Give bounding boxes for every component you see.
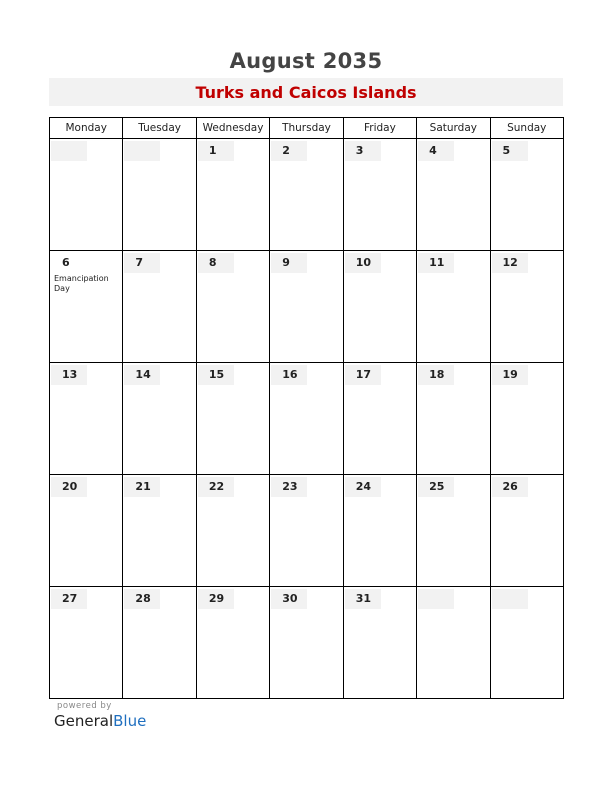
day-cell: [50, 251, 123, 363]
day-number-label: 15: [208, 368, 225, 381]
day-cell: [123, 251, 196, 363]
day-cell: [490, 587, 563, 699]
day-number-label: 25: [429, 480, 445, 493]
empty-day-marker: [124, 141, 160, 161]
generalblue-logo: [54, 712, 146, 730]
day-number: [51, 253, 87, 273]
day-number-label: 6: [62, 256, 70, 269]
day-cell: [123, 587, 196, 699]
day-number-label: 31: [355, 592, 371, 605]
day-number: [51, 477, 87, 497]
week-row: [50, 363, 564, 475]
day-number: [51, 365, 87, 385]
day-cell: [196, 139, 269, 251]
country-subtitle: Turks and Caicos Islands: [195, 83, 417, 102]
day-cell: [123, 363, 196, 475]
day-cell: [50, 587, 123, 699]
day-number: [271, 141, 307, 161]
day-number: [345, 141, 381, 161]
week-row: [50, 475, 564, 587]
day-cell: [123, 475, 196, 587]
day-number-label: 23: [282, 480, 298, 493]
day-number-label: 20: [62, 480, 78, 493]
day-cell: [270, 475, 343, 587]
day-cell: [490, 251, 563, 363]
day-number-label: 13: [62, 368, 78, 381]
day-number: [198, 589, 234, 609]
brand-general: General: [54, 712, 114, 730]
day-number: [51, 589, 87, 609]
day-number-label: 27: [62, 592, 78, 605]
day-cell: [270, 251, 343, 363]
day-number: [492, 477, 528, 497]
subtitle-bar: [49, 78, 563, 106]
day-number-label: 14: [135, 368, 151, 381]
day-cell: [343, 587, 416, 699]
day-number: [124, 589, 160, 609]
day-cell: [417, 139, 490, 251]
day-cell: [417, 363, 490, 475]
day-cell: [196, 475, 269, 587]
day-number-label: 30: [282, 592, 298, 605]
day-number: [345, 477, 381, 497]
day-cell: [123, 139, 196, 251]
day-cell: [196, 587, 269, 699]
empty-day-marker: [492, 589, 528, 609]
weekday-saturday: Saturday: [417, 118, 490, 139]
holiday-event: Emancipation Day: [54, 274, 109, 293]
week-row: [50, 139, 564, 251]
day-number-label: 5: [502, 144, 511, 157]
day-cell: [343, 363, 416, 475]
day-number-label: 17: [355, 368, 371, 381]
weekday-monday: Monday: [50, 118, 123, 139]
day-cell: [490, 475, 563, 587]
calendar-title: August 2035: [229, 49, 383, 73]
empty-day-marker: [51, 141, 87, 161]
day-number-label: 9: [282, 256, 290, 269]
day-cell: [490, 363, 563, 475]
brand-blue: Blue: [113, 712, 147, 730]
day-number-label: 22: [208, 480, 225, 493]
day-number-label: 21: [135, 480, 151, 493]
day-cell: [417, 587, 490, 699]
day-number-label: 12: [502, 256, 518, 269]
day-number: [418, 365, 454, 385]
day-cell: [270, 363, 343, 475]
day-number-label: 29: [208, 592, 225, 605]
weekday-friday: Friday: [343, 118, 416, 139]
day-number-label: 3: [355, 144, 364, 157]
day-cell: [343, 475, 416, 587]
day-cell: [196, 363, 269, 475]
day-number: [198, 477, 234, 497]
powered-by-text: powered by: [57, 701, 112, 711]
day-cell: [417, 475, 490, 587]
day-cell: [50, 475, 123, 587]
day-number-label: 11: [429, 256, 445, 269]
day-number: [124, 365, 160, 385]
day-number: [198, 365, 234, 385]
day-cell: [270, 587, 343, 699]
day-number: [271, 365, 307, 385]
day-number-label: 7: [135, 256, 144, 269]
day-number-label: 28: [135, 592, 151, 605]
day-number-label: 18: [429, 368, 445, 381]
day-number: [492, 253, 528, 273]
day-number: [271, 477, 307, 497]
day-number-label: 24: [355, 480, 371, 493]
day-cell: [196, 251, 269, 363]
day-cell: [50, 139, 123, 251]
weekday-sunday: Sunday: [490, 118, 563, 139]
week-row: [50, 251, 564, 363]
day-cell: [417, 251, 490, 363]
day-number-label: 4: [429, 144, 437, 157]
day-cell: [50, 363, 123, 475]
day-number: [492, 141, 528, 161]
calendar-grid: [49, 117, 564, 699]
day-number-label: 19: [502, 368, 518, 381]
day-number: [271, 589, 307, 609]
day-number: [345, 365, 381, 385]
day-number: [418, 141, 454, 161]
weekday-header-row: [50, 118, 564, 139]
empty-day-marker: [418, 589, 454, 609]
day-number: [124, 253, 160, 273]
day-cell: [343, 251, 416, 363]
weekday-thursday: Thursday: [270, 118, 343, 139]
day-number: [198, 253, 234, 273]
day-cell: [270, 139, 343, 251]
day-number: [492, 365, 528, 385]
day-number-label: 1: [208, 144, 217, 157]
day-number: [418, 253, 454, 273]
day-number: [418, 477, 454, 497]
day-number: [124, 477, 160, 497]
weekday-tuesday: Tuesday: [123, 118, 196, 139]
day-number-label: 2: [282, 144, 290, 157]
day-number-label: 10: [355, 256, 371, 269]
day-number: [198, 141, 234, 161]
week-row: [50, 587, 564, 699]
day-number-label: 26: [502, 480, 518, 493]
day-number: [345, 253, 381, 273]
day-number-label: 16: [282, 368, 298, 381]
day-number: [345, 589, 381, 609]
weekday-wednesday: Wednesday: [196, 118, 269, 139]
day-number: [271, 253, 307, 273]
day-number-label: 8: [208, 256, 217, 269]
day-cell: [343, 139, 416, 251]
day-cell: [490, 139, 563, 251]
